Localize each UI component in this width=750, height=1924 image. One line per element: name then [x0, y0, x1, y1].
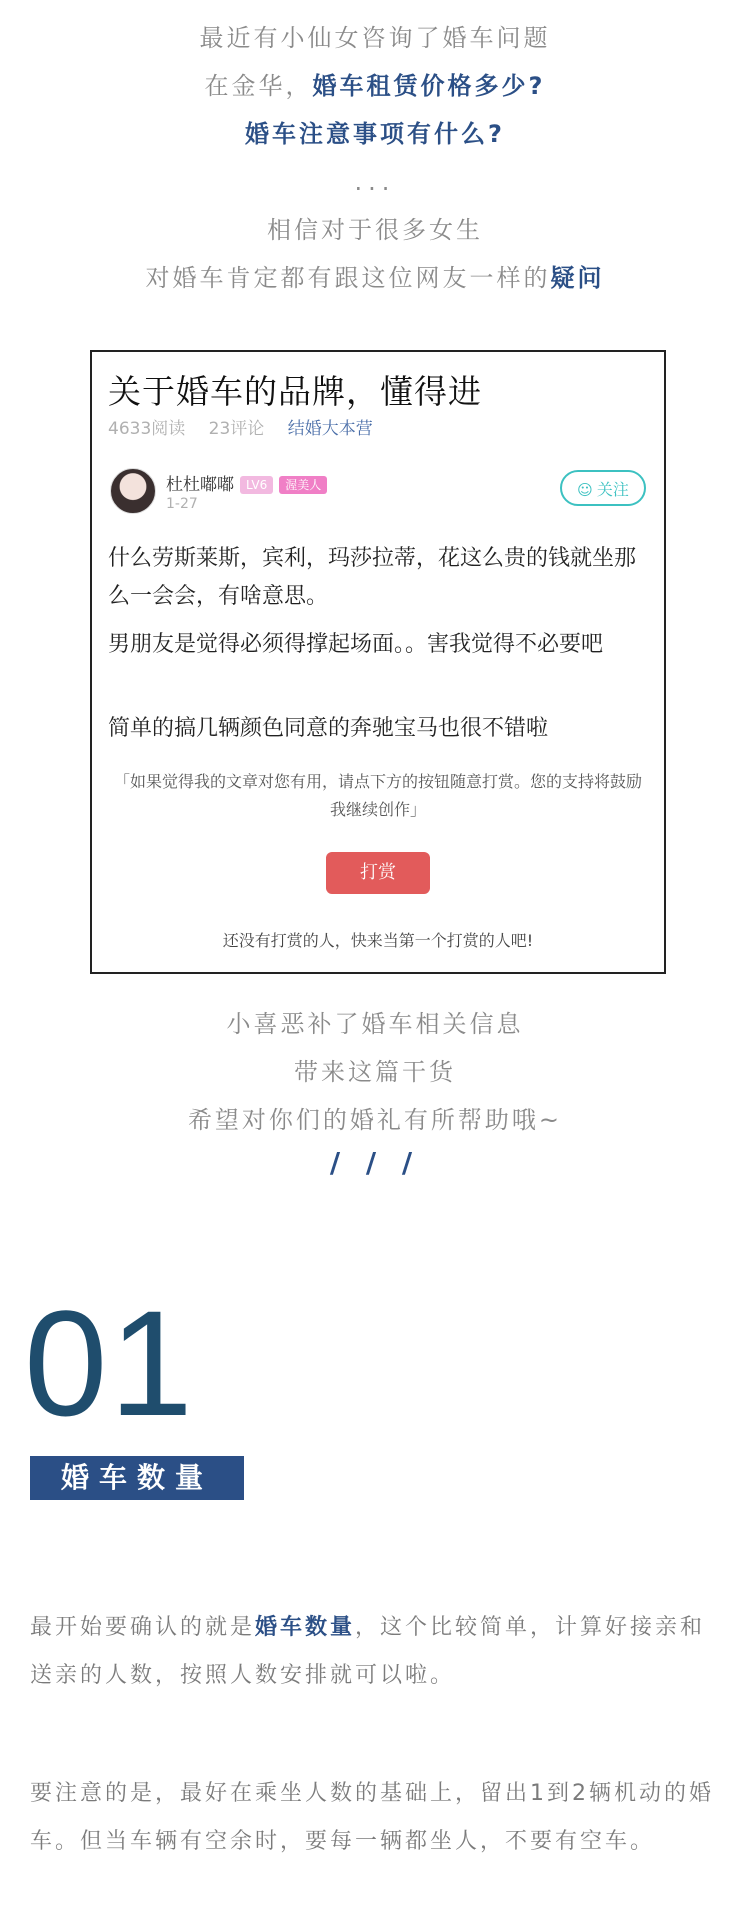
intro-price-question: 婚车租赁价格多少?	[312, 72, 546, 100]
reward-button[interactable]: 打赏	[326, 852, 430, 894]
intro-doubt-highlight: 疑问	[550, 264, 605, 292]
user-plus-icon: ☺	[577, 481, 593, 499]
post-meta	[108, 414, 391, 439]
body-paragraph-2: 要注意的是，最好在乘坐人数的基础上，留出1到2辆机动的婚车。但当车辆有空余时，要每一辆都坐人，不要有空车。	[30, 1781, 714, 1854]
intro-line-5-prefix: 对婚车肯定都有跟这位网友一样的	[145, 264, 551, 292]
role-badge: 渥美人	[279, 476, 327, 494]
post-paragraph-2: 男朋友是觉得必须得撑起场面。。害我觉得不必要吧	[108, 632, 604, 657]
post-date: 1-27	[166, 496, 198, 512]
body-p1-highlight: 婚车数量	[255, 1615, 356, 1640]
intro-line-1: 最近有小仙女咨询了婚车问题	[199, 24, 551, 52]
section-title: 婚车数量	[30, 1456, 244, 1500]
intro-line-5	[0, 254, 750, 302]
body-p1-suffix: ，这个比较简单，计算好接亲和送亲的人数，按照人数安排就可以啦。	[30, 1615, 706, 1688]
no-reward-text: 还没有打赏的人，快来当第一个打赏的人吧!	[222, 931, 534, 950]
reward-note: 「如果觉得我的文章对您有用，请点下方的按钮随意打赏。您的支持将鼓励我继续创作」	[113, 772, 642, 819]
follow-label: 关注	[596, 480, 629, 499]
intro-ellipsis: ...	[354, 168, 396, 196]
post-paragraph-1: 什么劳斯莱斯，宾利，玛莎拉蒂，花这么贵的钱就坐那么一会会，有啥意思。	[108, 546, 637, 609]
after-line-1: 小喜恶补了婚车相关信息	[226, 1010, 524, 1038]
decorative-slashes: / / /	[329, 1146, 421, 1179]
after-block	[0, 1000, 750, 1144]
author-name[interactable]: 杜杜嘟嘟	[166, 475, 234, 495]
comment-count[interactable]: 23评论	[208, 419, 265, 439]
intro-line-4: 相信对于很多女生	[267, 216, 483, 244]
intro-block	[0, 14, 750, 302]
section-number: 01	[24, 1279, 195, 1447]
avatar[interactable]	[110, 468, 156, 514]
after-line-2: 带来这篇干货	[294, 1058, 456, 1086]
author-info	[166, 470, 327, 495]
level-badge: LV6	[240, 476, 273, 494]
post-title: 关于婚车的品牌，懂得进	[108, 372, 482, 411]
after-line-3: 希望对你们的婚礼有所帮助哦~	[187, 1106, 563, 1134]
post-paragraph-3: 简单的搞几辆颜色同意的奔驰宝马也很不错啦	[108, 716, 549, 741]
intro-line-2-prefix: 在金华，	[204, 72, 313, 100]
read-count: 4633阅读	[108, 419, 186, 439]
intro-line-2	[0, 62, 750, 110]
forum-post-screenshot	[90, 350, 666, 974]
follow-button[interactable]	[560, 470, 646, 506]
body-paragraph-1	[30, 1604, 720, 1700]
intro-notice-question: 婚车注意事项有什么?	[245, 120, 505, 148]
body-p1-prefix: 最开始要确认的就是	[30, 1615, 256, 1640]
group-link[interactable]: 结婚大本营	[287, 419, 373, 439]
